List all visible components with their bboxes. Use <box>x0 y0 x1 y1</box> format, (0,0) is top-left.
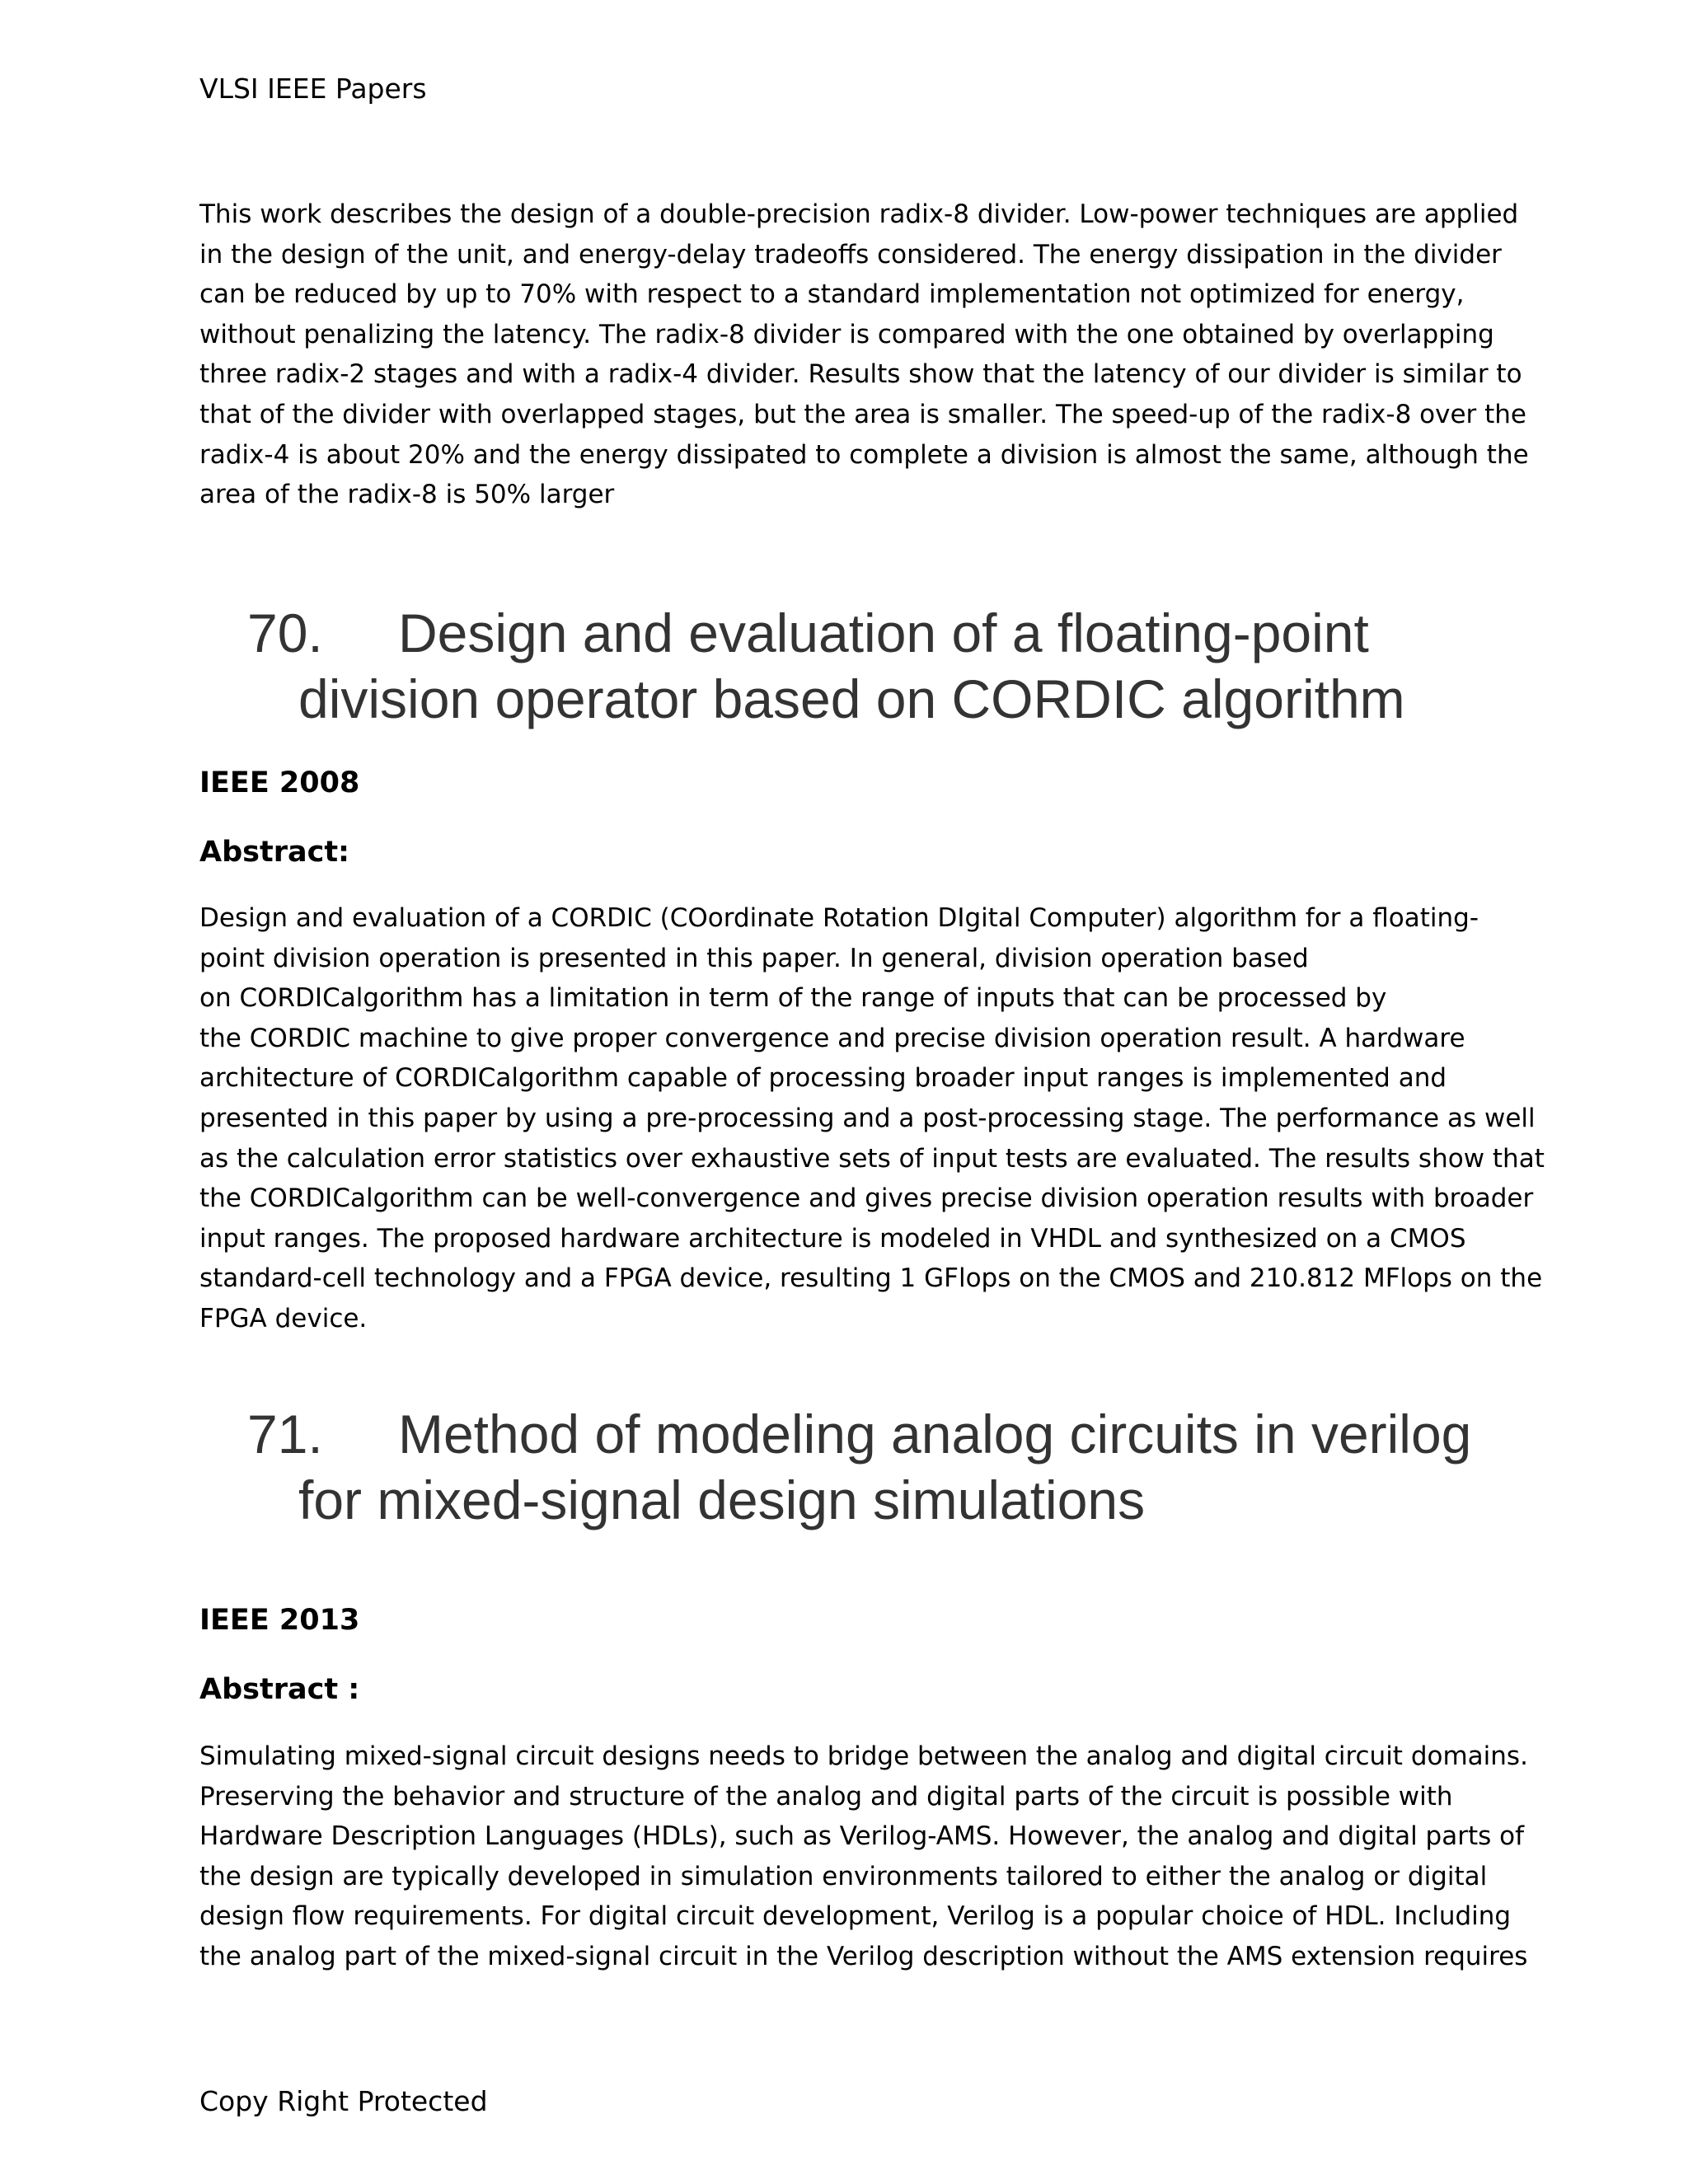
abstract-line: presented in this paper by using a pre-processing and a post-processing stage. The performance as well <box>199 1103 1536 1133</box>
abstract-line: the design are typically developed in simulation environments tailored to either the analog or digital <box>199 1861 1488 1891</box>
paper-title-text: Method of modeling analog circuits in verilog <box>398 1404 1472 1465</box>
abstract-line: the analog part of the mixed-signal circuit in the Verilog description without the AMS extension requires <box>199 1941 1528 1971</box>
abstract-line: the CORDICalgorithm can be well-convergence and gives precise division operation results with broader <box>199 1183 1534 1214</box>
abstract-line: input ranges. The proposed hardware architecture is modeled in VHDL and synthesized on a CMOS <box>199 1223 1466 1254</box>
paper-title-line: division operator based on CORDIC algorithm <box>298 668 1405 729</box>
abstract-line: architecture of CORDICalgorithm capable of processing broader input ranges is implemented and <box>199 1063 1447 1094</box>
paper-title-text: Design and evaluation of a floating-point <box>398 602 1369 663</box>
paper-number: 70. <box>247 602 323 663</box>
intro-line: without penalizing the latency. The radix-8 divider is compared with the one obtained by overlapping <box>199 319 1494 349</box>
intro-line: three radix-2 stages and with a radix-4 divider. Results show that the latency of our divider is similar to <box>199 359 1522 390</box>
intro-line: in the design of the unit, and energy-delay tradeoffs considered. The energy dissipation in the divider <box>199 239 1502 269</box>
paper-title-line: for mixed-signal design simulations <box>298 1469 1146 1530</box>
abstract-line: Hardware Description Languages (HDLs), such as Verilog-AMS. However, the analog and digital parts of <box>199 1821 1524 1852</box>
paper-71-abstract-label: Abstract : <box>199 1673 360 1706</box>
paper-71-abstract <box>199 1736 1528 1977</box>
abstract-line: point division operation is presented in this paper. In general, division operation based <box>199 943 1309 973</box>
paper-71-title <box>247 1401 1533 1533</box>
abstract-line: standard-cell technology and a FPGA device, resulting 1 GFlops on the CMOS and 210.812 MFlops on the <box>199 1263 1543 1294</box>
intro-line: can be reduced by up to 70% with respect to a standard implementation not optimized for energy, <box>199 279 1465 310</box>
intro-line: area of the radix-8 is 50% larger <box>199 480 615 510</box>
intro-line: radix-4 is about 20% and the energy dissipated to complete a division is almost the same, although the <box>199 439 1529 470</box>
abstract-line: on CORDICalgorithm has a limitation in term of the range of inputs that can be processed by <box>199 983 1387 1014</box>
intro-paragraph <box>199 194 1529 515</box>
page-footer: Copy Right Protected <box>199 2085 488 2117</box>
paper-70-title <box>247 600 1533 732</box>
paper-70-abstract-label: Abstract: <box>199 836 350 869</box>
paper-title-line <box>247 1401 1533 1467</box>
abstract-line: Design and evaluation of a CORDIC (COordinate Rotation DIgital Computer) algorithm for a floating- <box>199 903 1479 933</box>
abstract-line: Preserving the behavior and structure of the analog and digital parts of the circuit is possible with <box>199 1781 1453 1811</box>
page-header: VLSI IEEE Papers <box>199 73 427 105</box>
paper-70-year: IEEE 2008 <box>199 766 360 799</box>
abstract-line: Simulating mixed-signal circuit designs needs to bridge between the analog and digital circuit domains. <box>199 1741 1528 1771</box>
abstract-line: as the calculation error statistics over exhaustive sets of input tests are evaluated. The results show that <box>199 1143 1545 1174</box>
abstract-line: design flow requirements. For digital circuit development, Verilog is a popular choice of HDL. Including <box>199 1901 1512 1932</box>
paper-title-line <box>247 600 1533 666</box>
paper-number: 71. <box>247 1404 323 1465</box>
paper-71-year: IEEE 2013 <box>199 1604 360 1637</box>
intro-line: that of the divider with overlapped stages, but the area is smaller. The speed-up of the radix-8 over the <box>199 399 1527 429</box>
abstract-line: FPGA device. <box>199 1303 368 1333</box>
abstract-line: the CORDIC machine to give proper convergence and precise division operation result. A hardware <box>199 1023 1465 1053</box>
intro-line: This work describes the design of a double-precision radix-8 divider. Low-power techniques are applied <box>199 199 1519 229</box>
paper-70-abstract <box>199 898 1545 1339</box>
